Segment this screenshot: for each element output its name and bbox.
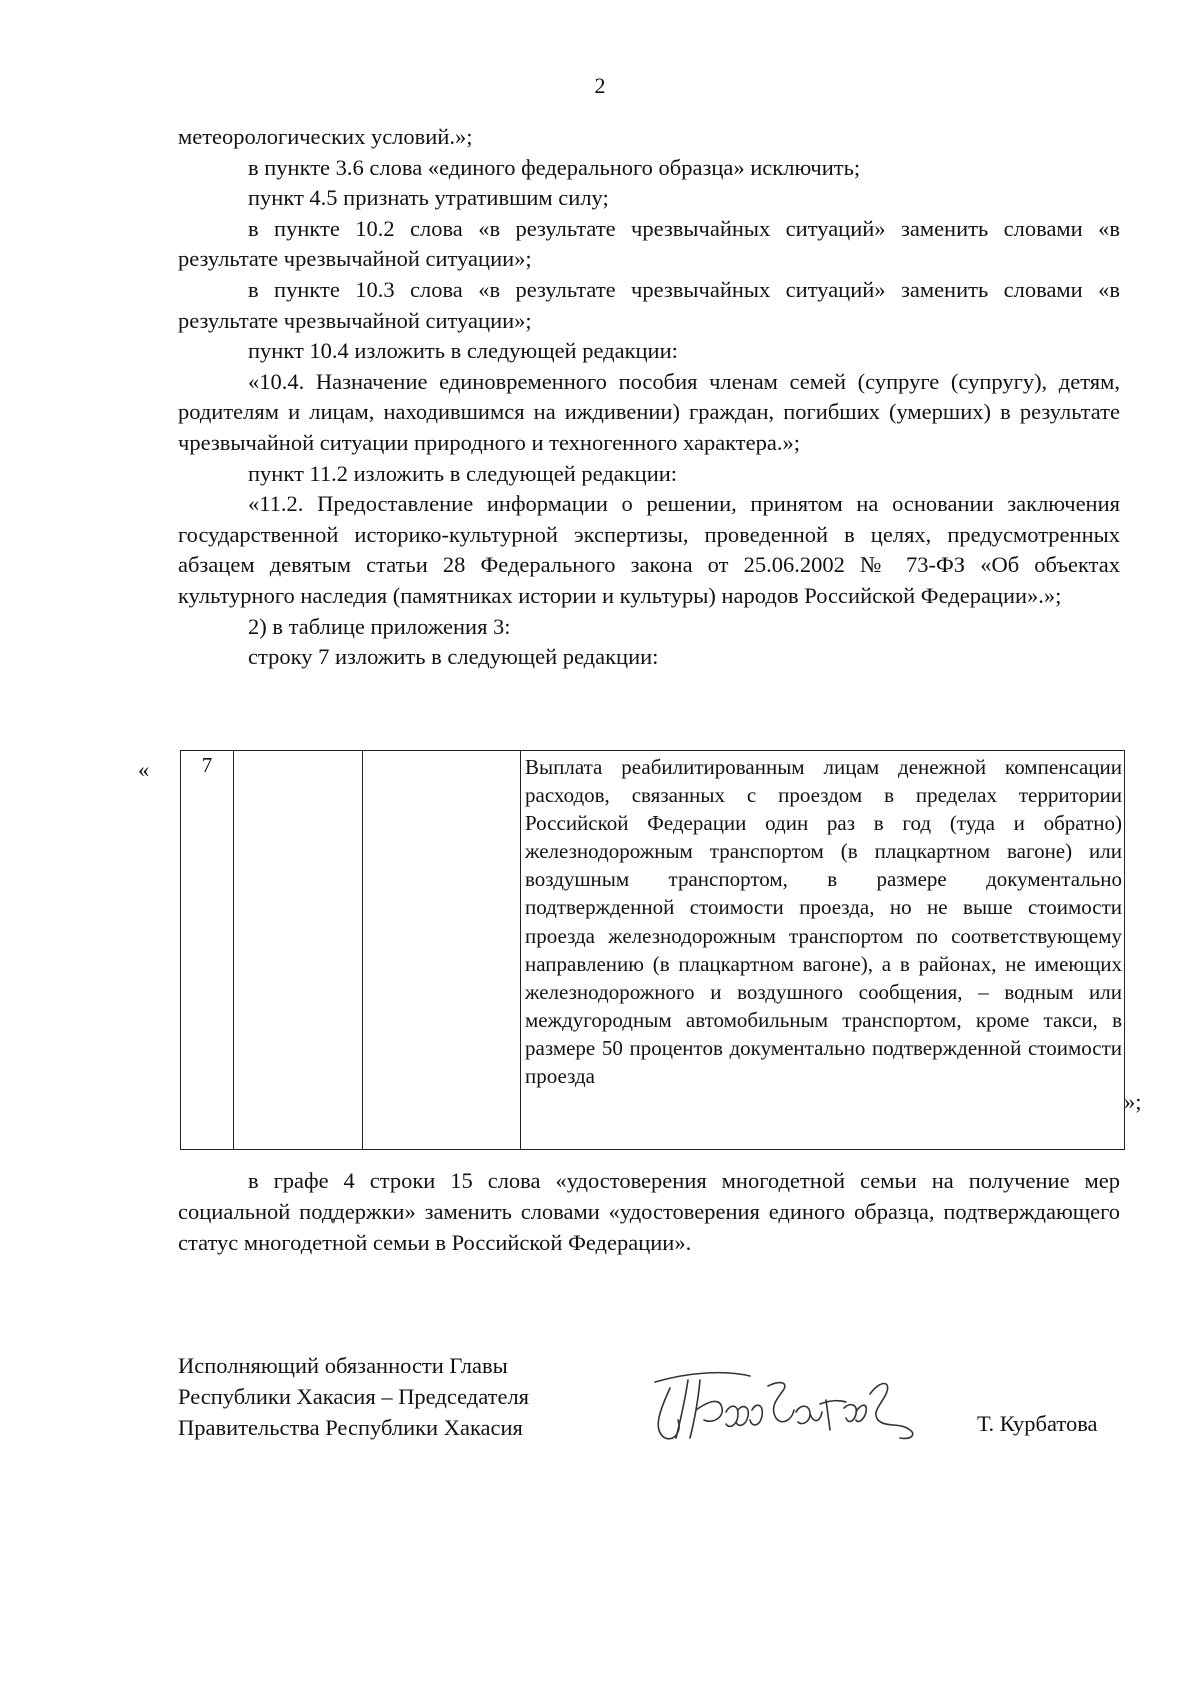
paragraph-10: 2) в таблице приложения 3: bbox=[248, 613, 511, 639]
table-row bbox=[181, 751, 1125, 1150]
signatory-title-line-2: Республики Хакасия – Председателя bbox=[178, 1384, 530, 1409]
after-table-text bbox=[178, 1166, 1120, 1258]
paragraph-11: строку 7 изложить в следующей редакции: bbox=[248, 644, 659, 670]
paragraph-9: «11.2. Предоставление информации о решении, принятом на основании заключения государственной историко-культурной экспертизы, проведенной в целях, предусмотренных абзацем девятым статьи 28 Федерального закона от 25.06.2002 № 73-ФЗ «Об объектах культурного наследия (памятниках истории и культуры) народов Российской Федерации».»; bbox=[178, 491, 1120, 608]
handwritten-signature bbox=[630, 1350, 930, 1460]
paragraph-7: «10.4. Назначение единовременного пособия членам семей (супруге (супругу), детям, родителям и лицам, находившимся на иждивении) граждан, погибших (умерших) в результате чрезвычайной ситуации природного и техногенного характера.»; bbox=[178, 368, 1120, 455]
signatory-title bbox=[178, 1350, 529, 1443]
paragraph-4: в пункте 10.2 слова «в результате чрезвычайных ситуаций» заменить словами «в результате чрезвычайной ситуации»; bbox=[178, 215, 1120, 272]
paragraph-5: в пункте 10.3 слова «в результате чрезвычайных ситуаций» заменить словами «в результате чрезвычайной ситуации»; bbox=[178, 276, 1120, 333]
table-cell-col3 bbox=[363, 751, 521, 1150]
paragraph-6: пункт 10.4 изложить в следующей редакции: bbox=[248, 338, 678, 364]
table-cell-col2 bbox=[234, 751, 363, 1150]
signatory-title-line-1: Исполняющий обязанности Главы bbox=[178, 1353, 508, 1378]
table-cell-col4-text: Выплата реабилитированным лицам денежной компенсации расходов, связанных с проездом в пределах территории Российской Федерации один раз в год (туда и обратно) железнодорожным транспортом (в плацкартном вагоне) или воздушным транспортом, в размере документально подтвержденной стоимости проезда, но не выше стоимости проезда железнодорожным транспортом по соответствующему направлению (в плацкартном вагоне), а в районах, не имеющих железнодорожного и воздушного сообщения, – водным или междугородным автомобильным транспортом, кроме такси, в размере 50 процентов документально подтвержденной стоимости проезда bbox=[525, 755, 1122, 1089]
appendix-table bbox=[180, 750, 1125, 1150]
table-cell-number: 7 bbox=[181, 751, 234, 1150]
paragraph-3: пункт 4.5 признать утратившим силу; bbox=[248, 185, 609, 211]
body-text bbox=[178, 122, 1120, 673]
table-close-quote: »; bbox=[1124, 1089, 1142, 1114]
paragraph-2: в пункте 3.6 слова «единого федерального образца» исключить; bbox=[248, 154, 861, 180]
paragraph-8: пункт 11.2 изложить в следующей редакции: bbox=[248, 460, 678, 486]
paragraph-1: метеорологических условий.»; bbox=[178, 124, 473, 149]
table-open-quote: « bbox=[138, 757, 150, 782]
table-cell-col4 bbox=[521, 751, 1125, 1150]
appendix-table-wrapper bbox=[180, 750, 1120, 1150]
paragraph-after-table: в графе 4 строки 15 слова «удостоверения многодетной семьи на получение мер социальной поддержки» заменить словами «удостоверения единого образца, подтверждающего статус многодетной семьи в Российской Федерации». bbox=[178, 1168, 1120, 1255]
signatory-name: Т. Курбатова bbox=[977, 1411, 1098, 1436]
page-number: 2 bbox=[594, 73, 606, 98]
signatory-title-line-3: Правительства Республики Хакасия bbox=[178, 1415, 523, 1440]
